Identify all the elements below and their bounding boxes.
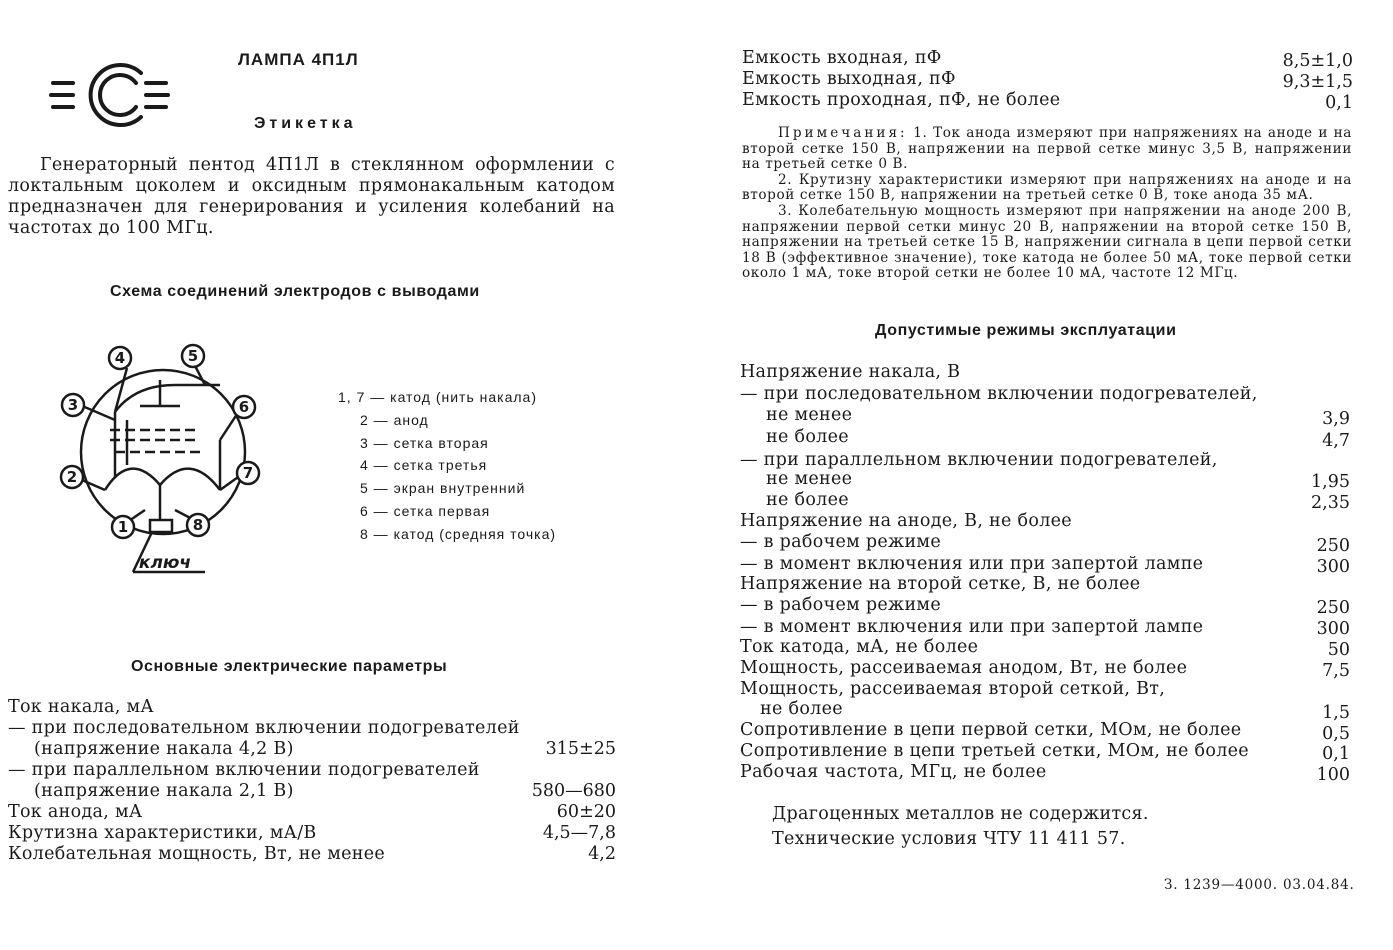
notes-label: Примечания: bbox=[778, 125, 908, 141]
mode-label: — в рабочем режиме bbox=[740, 532, 941, 552]
mode-value: 300 bbox=[1316, 557, 1350, 577]
param-label: Ток анода, мА bbox=[8, 802, 143, 822]
pin-legend-item: 4 — сетка третья bbox=[360, 457, 488, 474]
param-value: 4,2 bbox=[588, 844, 616, 864]
mode-label: не менее bbox=[766, 469, 853, 489]
mode-label: Мощность, рассеиваемая анодом, Вт, не более bbox=[740, 658, 1188, 678]
mode-label: Напряжение на второй сетке, В, не более bbox=[740, 574, 1141, 594]
mode-label: не более bbox=[760, 699, 843, 719]
params-heading: Основные электрические параметры bbox=[131, 658, 448, 675]
mode-value: 0,5 bbox=[1322, 724, 1350, 744]
mode-label: — в момент включения или при запертой лампе bbox=[740, 617, 1204, 637]
mode-value: 0,1 bbox=[1322, 744, 1350, 764]
notes-block bbox=[742, 126, 1352, 282]
param-label: — при параллельном включении подогревателей bbox=[8, 760, 480, 780]
pin-legend-item: 1, 7 — катод (нить накала) bbox=[338, 389, 537, 405]
manufacturer-logo bbox=[48, 55, 173, 135]
precious-metals-note: Драгоценных металлов не содержится. bbox=[772, 804, 1149, 824]
mode-label: — в рабочем режиме bbox=[740, 595, 941, 615]
mode-label: не менее bbox=[766, 405, 853, 425]
mode-value: 3,9 bbox=[1322, 409, 1350, 429]
capacitance-value: 8,5±1,0 bbox=[1282, 51, 1353, 71]
label-heading: Этикетка bbox=[254, 115, 357, 132]
mode-label: Мощность, рассеиваемая второй сеткой, Вт, bbox=[740, 679, 1166, 699]
pin-legend-item: 5 — экран внутренний bbox=[360, 480, 526, 497]
technical-conditions: Технические условия ЧТУ 11 411 57. bbox=[772, 829, 1126, 849]
param-label: Колебательная мощность, Вт, не менее bbox=[8, 844, 386, 864]
param-value: 315±25 bbox=[545, 739, 616, 759]
mode-label: не более bbox=[766, 427, 849, 447]
param-label: Крутизна характеристики, мА/В bbox=[8, 823, 317, 843]
param-label: Ток накала, мА bbox=[8, 697, 154, 717]
mode-value: 250 bbox=[1316, 536, 1350, 556]
pin-number: 6 bbox=[238, 398, 250, 416]
pin-number: 8 bbox=[192, 516, 204, 534]
mode-value: 100 bbox=[1316, 765, 1350, 785]
pin-number: 4 bbox=[114, 349, 126, 367]
mode-label: Сопротивление в цепи первой сетки, МОм, не более bbox=[740, 720, 1242, 740]
mode-label: — в момент включения или при запертой лампе bbox=[740, 554, 1204, 574]
param-label: — при последовательном включении подогревателей bbox=[8, 718, 520, 738]
mode-label: Рабочая частота, МГц, не более bbox=[740, 762, 1047, 782]
param-value: 580—680 bbox=[531, 781, 616, 801]
mode-value: 2,35 bbox=[1311, 493, 1350, 513]
pin-number: 7 bbox=[242, 464, 254, 482]
order-code: З. 1239—4000. 03.04.84. bbox=[1164, 877, 1355, 893]
mode-label: Напряжение на аноде, В, не более bbox=[740, 511, 1072, 531]
pin-number: 5 bbox=[187, 347, 199, 365]
mode-value: 250 bbox=[1316, 598, 1350, 618]
note-item: 2. Крутизну характеристики измеряют при напряжениях на аноде и на второй сетке 150 В, напряжении на третьей сетке 0 В, токе анода 35 мА. bbox=[742, 171, 1352, 204]
capacitance-label: Емкость входная, пФ bbox=[742, 48, 942, 68]
mode-label: не более bbox=[766, 490, 849, 510]
param-value: 4,5—7,8 bbox=[542, 823, 616, 843]
mode-value: 300 bbox=[1316, 619, 1350, 639]
pin-legend bbox=[338, 386, 556, 546]
note-item: 3. Колебательную мощность измеряют при напряжении на аноде 200 В, напряжении первой сетки минус 20 В, напряжении на второй сетке 150 В, напряжении на третьей сетке 15 В, напряжении сигнала в цепи первой сетки 18 В (эффективное значение), токе катода не более 50 мА, токе первой сетки около 1 мА, токе второй сетки не более 10 мА, частоте 12 МГц. bbox=[742, 202, 1352, 282]
param-label: (напряжение накала 2,1 В) bbox=[34, 781, 294, 801]
mode-value: 1,5 bbox=[1322, 703, 1350, 723]
mode-value: 7,5 bbox=[1322, 661, 1350, 681]
pin-legend-item: 2 — анод bbox=[360, 411, 429, 428]
capacitance-value: 0,1 bbox=[1325, 93, 1353, 113]
pin-number: 2 bbox=[66, 468, 78, 486]
electrode-connection-diagram bbox=[55, 340, 270, 585]
scheme-heading: Схема соединений электродов с выводами bbox=[110, 283, 480, 300]
pin-number: 1 bbox=[117, 518, 129, 536]
capacitance-value: 9,3±1,5 bbox=[1282, 72, 1353, 92]
param-label: (напряжение накала 4,2 В) bbox=[34, 739, 294, 759]
pin-legend-item: 8 — катод (средняя точка) bbox=[360, 525, 557, 542]
capacitance-label: Емкость выходная, пФ bbox=[742, 69, 956, 89]
tube-description: Генераторный пентод 4П1Л в стеклянном оформлении с локтальным цоколем и оксидным прямонакальным катодом предназначен для генерирования и усиления колебаний на частотах до 100 МГц. bbox=[8, 155, 615, 238]
page-title: ЛАМПА 4П1Л bbox=[238, 50, 359, 69]
modes-heading: Допустимые режимы эксплуатации bbox=[875, 322, 1177, 339]
mode-label: Сопротивление в цепи третьей сетки, МОм, не более bbox=[740, 741, 1249, 761]
pin-legend-item: 6 — сетка первая bbox=[360, 502, 491, 519]
note-item: 1. Ток анода измеряют при напряжениях на аноде и на второй сетке 150 В, напряжении на первой сетке минус 3,5 В, напряжении на третьей сетке 0 В. bbox=[742, 125, 1352, 173]
mode-label: Ток катода, мА, не более bbox=[740, 637, 979, 657]
pin-legend-item: 3 — сетка вторая bbox=[360, 434, 489, 451]
mode-value: 1,95 bbox=[1311, 472, 1350, 492]
mode-label: Напряжение накала, В bbox=[740, 362, 961, 382]
mode-label: — при параллельном включении подогревателей, bbox=[740, 450, 1218, 470]
pin-number: 3 bbox=[67, 396, 79, 414]
key-label: ключ bbox=[138, 553, 192, 573]
capacitance-label: Емкость проходная, пФ, не более bbox=[742, 90, 1061, 110]
mode-value: 4,7 bbox=[1322, 431, 1350, 451]
mode-label: — при последовательном включении подогревателей, bbox=[740, 384, 1258, 404]
param-value: 60±20 bbox=[556, 802, 616, 822]
mode-value: 50 bbox=[1327, 640, 1350, 660]
